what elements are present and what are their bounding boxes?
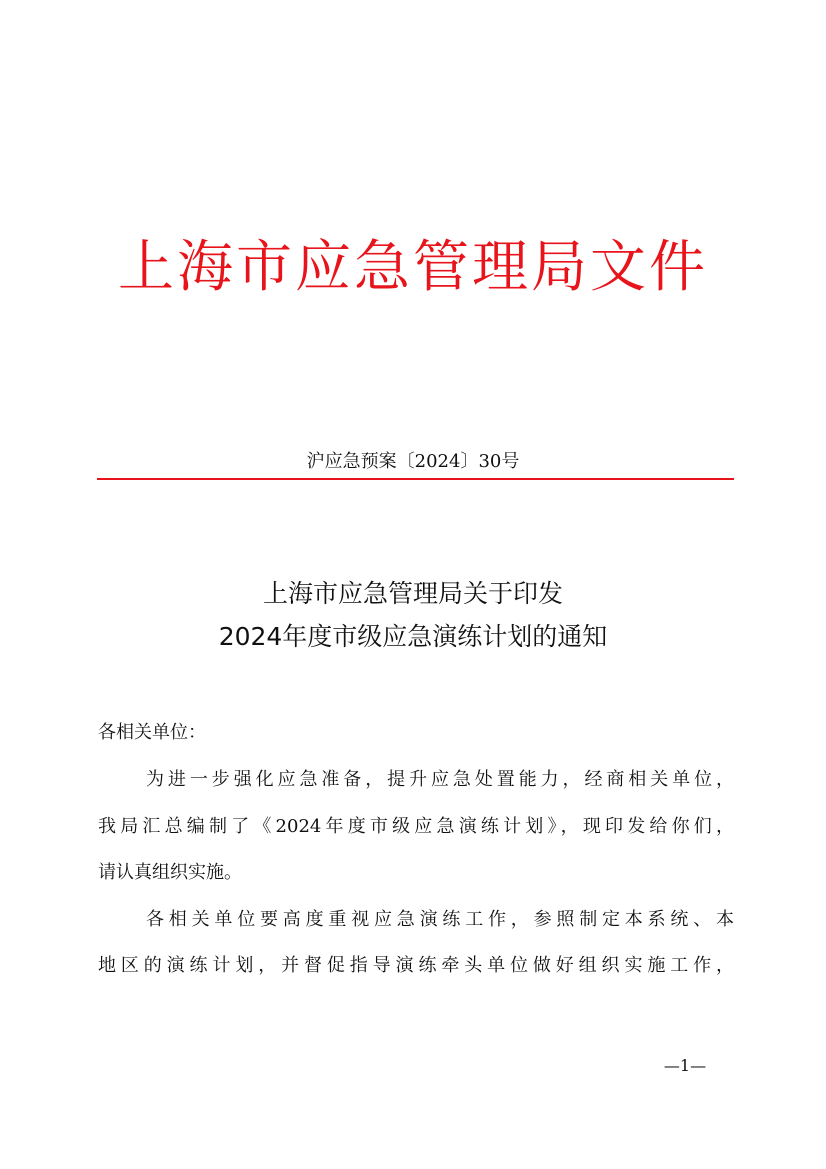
notice-title-line-1: 上海市应急管理局关于印发 — [262, 579, 563, 608]
body-text-line: 地区的演练计划，并督促指导演练牵头单位做好组织实施工作， — [98, 955, 734, 976]
body-text-line: 请认真组织实施。 — [98, 862, 242, 883]
page-number: —1— — [663, 1056, 707, 1075]
notice-title-line-2: 2024年度市级应急演练计划的通知 — [218, 622, 608, 651]
salutation: 各相关单位： — [98, 722, 206, 743]
body-text-line: 我局汇总编制了《2024年度市级应急演练计划》，现印发给你们， — [98, 816, 734, 837]
body-text-line: 为进一步强化应急准备，提升应急处置能力，经商相关单位， — [146, 769, 734, 790]
body-text-line: 各相关单位要高度重视应急演练工作，参照制定本系统、本 — [146, 909, 734, 930]
document-number: 沪应急预案〔2024〕30号 — [306, 451, 520, 472]
red-separator-line — [97, 478, 734, 480]
document-masthead: 上海市应急管理局文件 — [118, 235, 708, 300]
